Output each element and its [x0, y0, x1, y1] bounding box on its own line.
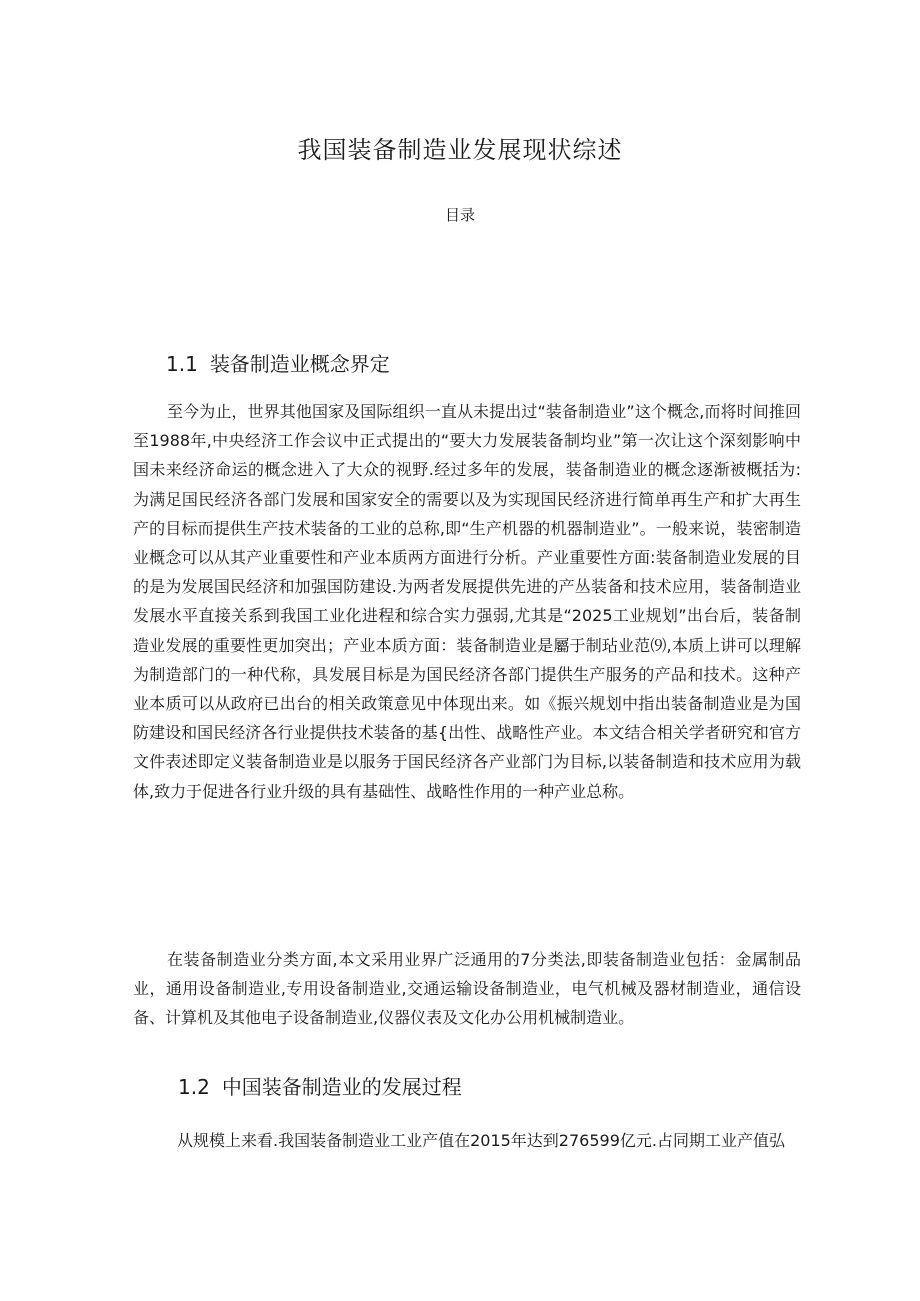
section-number: 1.2: [178, 1075, 210, 1099]
paragraph-development-scale: 从规模上来看.我国装备制造业工业产值在2015年达到276599亿元.占同期工业产值弘: [177, 1131, 785, 1150]
section-heading-1-2: [178, 1071, 462, 1100]
paragraph-concept-definition: 至今为止，世界其他国家及国际组织一直从未提出过“装备制造业”这个概念,而将时间推回至1988年,中央经济工作会议中正式提出的“要大力发展装备制均业”第一次让这个深刻影响中国未来经济命运的概念进入了大众的视野.经过多年的发展，装备制造业的概念逐渐被概括为: 为满足国民经济各部门发展和国家安全的需要以及为实现国民经济进行简单再生产和扩大再生产的目标而提供生产技术装备的工业的总称,即“生产机器的机器制造业”。一般来说，装密制造业概念可以从其产业重要性和产业本质两方面进行分析。产业重要性方面:装备制造业发展的目的是为发展国民经济和加强国防建设.为两者发展提供先进的产丛装备和技术应用，装备制造业发展水平直接关系到我国工业化进程和综合实力强弱,尤其是“2025工业规划”出台后，装备制造业发展的重要性更加突出；产业本质方面：装备制造业是屬于制玷业范⑼,本质上讲可以理解为制造部门的一种代称，具发展目标是为国民经济各部门提供生产服务的产品和技术。这种产业本质可以从政府已出台的相关政策意见中体现出来。如《振兴规划中指出装备制造业是为国防建设和国民经济各行业提供技术装备的基{出性、战略性产业。本文结合相关学者研究和官方文件表述即定义装备制造业是以服务于国民经济各产业部门为目标,以装备制造和技术应用为载体,致力于促进各行业升级的具有基础性、战略性作用的一种产业总称。: [133, 402, 801, 801]
table-of-contents-label: 目录: [444, 206, 475, 224]
section-number: 1.1: [166, 352, 198, 376]
section-title: 中国装备制造业的发展过程: [221, 1075, 462, 1099]
section-title: 装备制造业概念界定: [209, 352, 390, 376]
section-heading-1-1: [166, 348, 390, 377]
paragraph-classification: 在装备制造业分类方面,本文采用业界广泛通用的7分类法,即装备制造业包括：金属制品业，通用设备制造业,专用设备制造业,交通运输设备制造业，电气机械及器材制造业，通信设备、计算机及其他电子设备制造业,仪器仪表及文化办公用机械制造业。: [133, 950, 801, 1028]
document-title: 我国装备制造业发展现状综述: [297, 136, 623, 164]
